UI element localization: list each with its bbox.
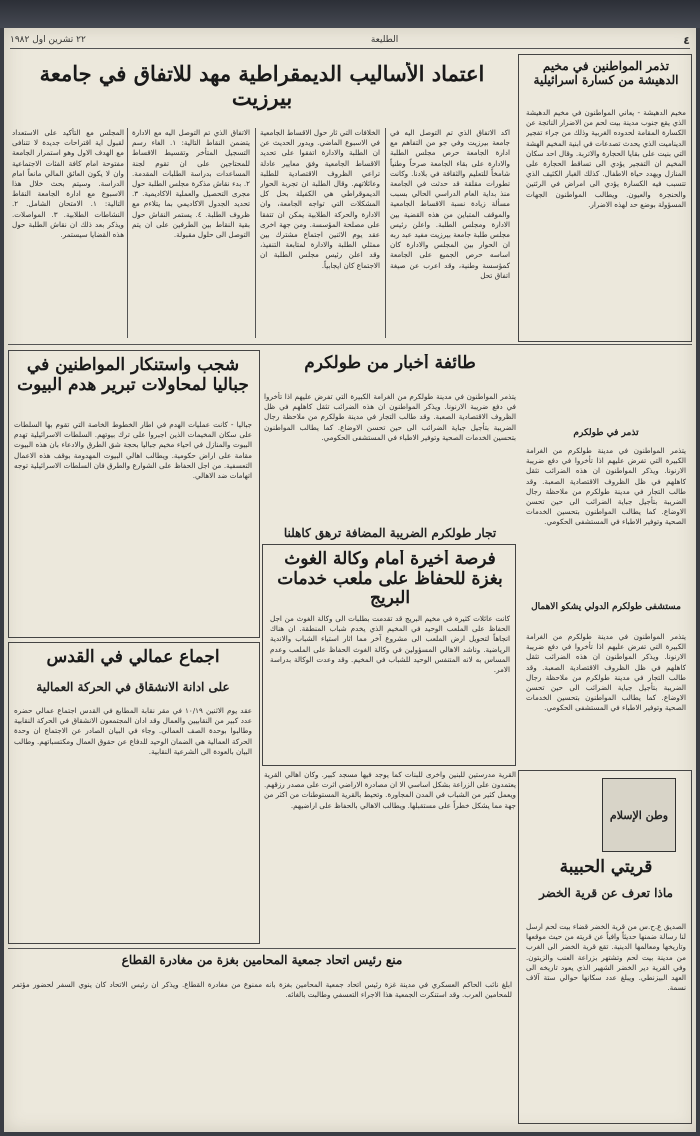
gaza-body: كانت عائلات كثيرة في مخيم البريج قد تقدمت بطلبات الى وكالة الغوث من اجل الحفاظ على الملعب الوحيد في المخيم الذي يخدم شباب المنطقة. ان هناك اتجاهاً لتحويل ارض الملعب الى مشروع آخر مما اثار استياء الشباب والاندية الرياضية. وناشد الاهالي المسؤولين في وكالة الغوث الحفاظ على الملعب وعدم المساس به لانه المتنفس الوحيد للشباب في المخيم. وقد وعدت الوكالة بدراسة الامر.	[270, 614, 510, 675]
village-subtitle: ماذا تعرف عن قرية الخضر	[539, 886, 673, 900]
jerusalem-title: اجماع عمالي في القدس	[46, 648, 220, 667]
tulkarem-sub2: مستشفى طولكرم الدولي يشكو الاهمال	[531, 602, 681, 612]
rule	[8, 344, 692, 345]
page-number: ٤	[683, 33, 690, 47]
main-col3: الاتفاق الذي تم التوصل اليه مع الادارة يتضمن النقاط التالية: ١. الغاء رسم التسجيل المتأخر وتقسيط الاقساط للمحتاجين على ان تقوم لجنة المساعدات بدراسة الطلبات المقدمة. ٢. بدء نقاش مذكرة مجلس الطلبة حول مجرى التحصيل والعملية الاكاديمية. ٣. تحديد الجدول الاكاديمي بما يتلاءم مع ظروف الطلبة. ٤. يستمر النقاش حول بقية النقاط بين الطرفين على ان يتم التوصل الى حلول مقبولة.	[132, 128, 250, 240]
page-header	[10, 32, 690, 49]
village-logo	[602, 778, 676, 852]
tulkarem-sub-body: يتذمر المواطنون في مدينة طولكرم من الغرامة الكبيرة التي تفرض عليهم اذا تأخروا في دفع ضريبة الارنونا. ويذكر المواطنون ان هذه الضرائب تثقل كاهلهم في ظل الظروف الاقتصادية الصعبة. وقد طالب التجار في مدينة طولكرم من ملاحظة رجال الضريبة بتأجيل جباية الضرائب الى حين تحسن الاوضاع. كما يطالب المواطنون بتحسين الخدمات الصحية وتوفير الاطباء في المستشفى الحكومي.	[526, 446, 686, 527]
jabalia-body: جباليا - كانت عمليات الهدم في اطار الخطوط الخاصة التي تقوم بها السلطات على سكان المخيمات الذين اجبروا على ترك بيوتهم. السلطات الاسرائيلية تهدم البيوت والمنازل في احياء مخيم جباليا بحجة شق الطرق والادعاء بان هذه البيوت مقامة على اراض حكومية. ويطالب اهالي البيوت المهدومة بوقف هذه الاعمال التعسفية. من اجل الحفاظ على الشوارع والطرق فان السلطات الاسرائيلية توجه اتهامات ضد الاهالي.	[14, 420, 252, 481]
tulkarem-sub1: تذمر في طولكرم	[573, 428, 639, 438]
rule	[8, 948, 516, 949]
dheisheh-title: تذمر المواطنين في مخيم الدهيشة من كسارة اسرائيلية	[533, 60, 679, 87]
jerusalem-body: عقد يوم الاثنين ١٠/١٩ في مقر نقابة المطابع في القدس اجتماع عمالي حضره عدد كبير من النقابيين والعمال وقد ادان المجتمعون الانشقاق في الحركة النقابية وطالبوا بوحدة الصف العمالي. وجاء في البيان الصادر عن الاجتماع ان وحدة الحركة العمالية هي الضمان الوحيد للدفاع عن حقوق العمال ومكتسباتهم. وطالب البيان بالعودة الى الشرعية النقابية.	[14, 706, 252, 756]
rule	[127, 128, 128, 338]
tulkarem-footer: تجار طولكرم الضريبة المضافة ترهق كاهلنا	[283, 526, 497, 540]
jerusalem-subtitle: على ادانة الانشقاق في الحركة العمالية	[36, 680, 230, 694]
rule	[255, 128, 256, 338]
main-col4: المجلس مع التأكيد على الاستعداد لقبول اية اقتراحات جديدة لا تتنافى مع الهدف الاول وهو استمرار الجامعة مفتوحة امام كافة الفئات الاجتماعية وان لا يكون العائق المالي مانعاً امام الدراسة. وسيتم بحث خلال هذا الاسبوع مع ادارة الجامعة النقاط التالية: ١. الامتحان الشامل. ٢. النشاطات الطلابية. ٣. المواصلات. ويذكر بعد ذلك ان نقاش الطلبة حول هذه القضايا سيستمر.	[12, 128, 124, 240]
section-name: الطليعة	[370, 35, 399, 45]
jabalia-title: شجب واستنكار المواطنين في جباليا لمحاولات تبرير هدم البيوت	[17, 356, 249, 395]
gaza-ban-title: منع رئيس اتحاد جمعية المحامين بغزة من مغادرة القطاع	[121, 954, 403, 967]
issue-date: ٢٢ تشرين اول ١٩٨٢	[10, 35, 86, 45]
village2-body: القرية مدرستين للبنين واخرى للبنات كما يوجد فيها مسجد كبير. وكان اهالي القرية يعتمدون على الزراعة بشكل اساسي الا ان مصادرة الاراضي اثرت على مصدر رزقهم. ويعمل كثير من الشباب في المدن المجاورة. وتحيط بالقرية المستوطنات من اكثر من جهة مما يشكل خطراً على مستقبلها. ويطالب الاهالي بالحفاظ على اراضيهم.	[264, 770, 516, 810]
main-col2: الخلافات التي ثار حول الاقساط الجامعية في الاسبوع الماضي. ويدور الحديث عن ان الطلبة والادارة اتفقوا على تحديد الاقساط الجامعية وفق معايير عادلة تراعي الظروف الاقتصادية للطلبة وعائلاتهم. وقال الطلبة ان تجربة الحوار الديموقراطي هي الكفيلة بحل كل المشكلات التي تواجه الجامعة، وان الادارة والحركة الطلابية يمكن ان تتفقا على مصلحة المؤسسة. ومن جهة اخرى عقد يوم الاثنين اجتماع مشترك بين ممثلي الطلبة والادارة لمتابعة التنفيذ، وقد اعلن رئيس مجلس الطلبة ان الاجتماع كان ايجابياً.	[260, 128, 380, 270]
newspaper-page	[4, 28, 696, 1132]
tulkarem-title: طائفة أخبار من طولكرم	[304, 354, 476, 373]
gaza-title: فرصة أخيرة أمام وكالة الغوث بغزة للحفاظ على ملعب خدمات البريج	[277, 550, 503, 608]
gaza-ban-body: ابلغ نائب الحاكم العسكري في مدينة غزة رئيس اتحاد جمعية المحامين بغزة بانه ممنوع من مغادرة القطاع. ويذكر ان رئيس الاتحاد كان ينوي السفر لحضور مؤتمر للمحامين العرب. وقد استنكرت الجمعية هذا الاجراء التعسفي وطالبت بالغائه.	[12, 980, 512, 1000]
tulkarem-body: يتذمر المواطنون في مدينة طولكرم من الغرامة الكبيرة التي تفرض عليهم اذا تأخروا في دفع ضريبة الارنونا. ويذكر المواطنون ان هذه الضرائب تثقل كاهلهم في ظل الظروف الاقتصادية الصعبة. وقد طالب التجار في مدينة طولكرم من ملاحظة رجال الضريبة بتأجيل جباية الضرائب الى حين تحسن الاوضاع. كما يطالب المواطنون بتحسين الخدمات الصحية وتوفير الاطباء في المستشفى الحكومي.	[264, 392, 516, 442]
main-col1: اكد الاتفاق الذي تم التوصل اليه في جامعة بيرزيت وفي جو من التفاهم مع ادارة الجامعة حرص مجلس الطلبة والادارة على بقاء الجامعة صرحاً وطنياً شامخاً للتعليم والثقافة في بلادنا. وكانت تطورات مقلقة قد حدثت في الجامعة منذ بداية العام الدراسي الحالي بسبب مسألة زيادة نسبة الاقساط الجامعية والموقف المتباين من هذه القضية بين الادارة ومجلس الطلبة. واعلن رئيس مجلس طلبة جامعة بيرزيت مفيد عبد ربه ان الحوار بين المجلس والادارة كان اساسه حرص الجميع على الجامعة كمؤسسة وطنية، وقد اعرب عن صيغة اتفاق تحل	[390, 128, 510, 280]
village-logo-text: وطن الإسلام	[609, 808, 669, 822]
rule	[385, 128, 386, 338]
village-body: الصديق ع.ح.س من قرية الخضر قضاء بيت لحم ارسل لنا رسالة ضمنها حديثاً وافياً عن قريته من حيث موقعها وتاريخها ومعالمها الدينية. تقع قرية الخضر الى الغرب من مدينة بيت لحم وتشتهر بزراعة العنب والزيتون. وفي القرية دير الخضر الشهير الذي يعود تاريخه الى العهد البيزنطي. ويبلغ عدد سكانها حوالي ستة آلاف نسمة.	[526, 922, 686, 993]
main-title: اعتماد الأساليب الديمقراطية مهد للاتفاق في جامعة بيرزيت	[39, 62, 485, 111]
dheisheh-body: مخيم الدهيشة - يعاني المواطنون في مخيم الدهيشة الذي يقع جنوب مدينة بيت لحم من الاضرار الناتجة عن الكسارة المقامة لحدوده الغربية وذلك من جراء تفجير الديناميت الذي يحدث تصدعات في ابنية المخيم الهشة التي بنيت على بقايا الحجارة والاتربة. وقال احد سكان المخيم ان التفجير يؤدي الى تساقط الحجارة على المنازل ويهدد حياة الاطفال. كذلك الغبار الكثيف الذي تتسبب فيه الكسارة يؤدي الى امراض في الرئتين والحنجرة والعيون. ويطالب المواطنون الجهات المسؤولة بوضع حد لهذه الاضرار.	[526, 108, 686, 209]
village-title: قريتي الحبيبة	[559, 858, 653, 877]
tulkarem-body-cont: يتذمر المواطنون في مدينة طولكرم من الغرامة الكبيرة التي تفرض عليهم اذا تأخروا في دفع ضريبة الارنونا. ويذكر المواطنون ان هذه الضرائب تثقل كاهلهم في ظل الظروف الاقتصادية الصعبة. وقد طالب التجار في مدينة طولكرم من ملاحظة رجال الضريبة بتأجيل جباية الضرائب الى حين تحسن الاوضاع. كما يطالب المواطنون بتحسين الخدمات الصحية وتوفير الاطباء في المستشفى الحكومي.	[526, 632, 686, 713]
scan-top-strip	[0, 0, 700, 28]
